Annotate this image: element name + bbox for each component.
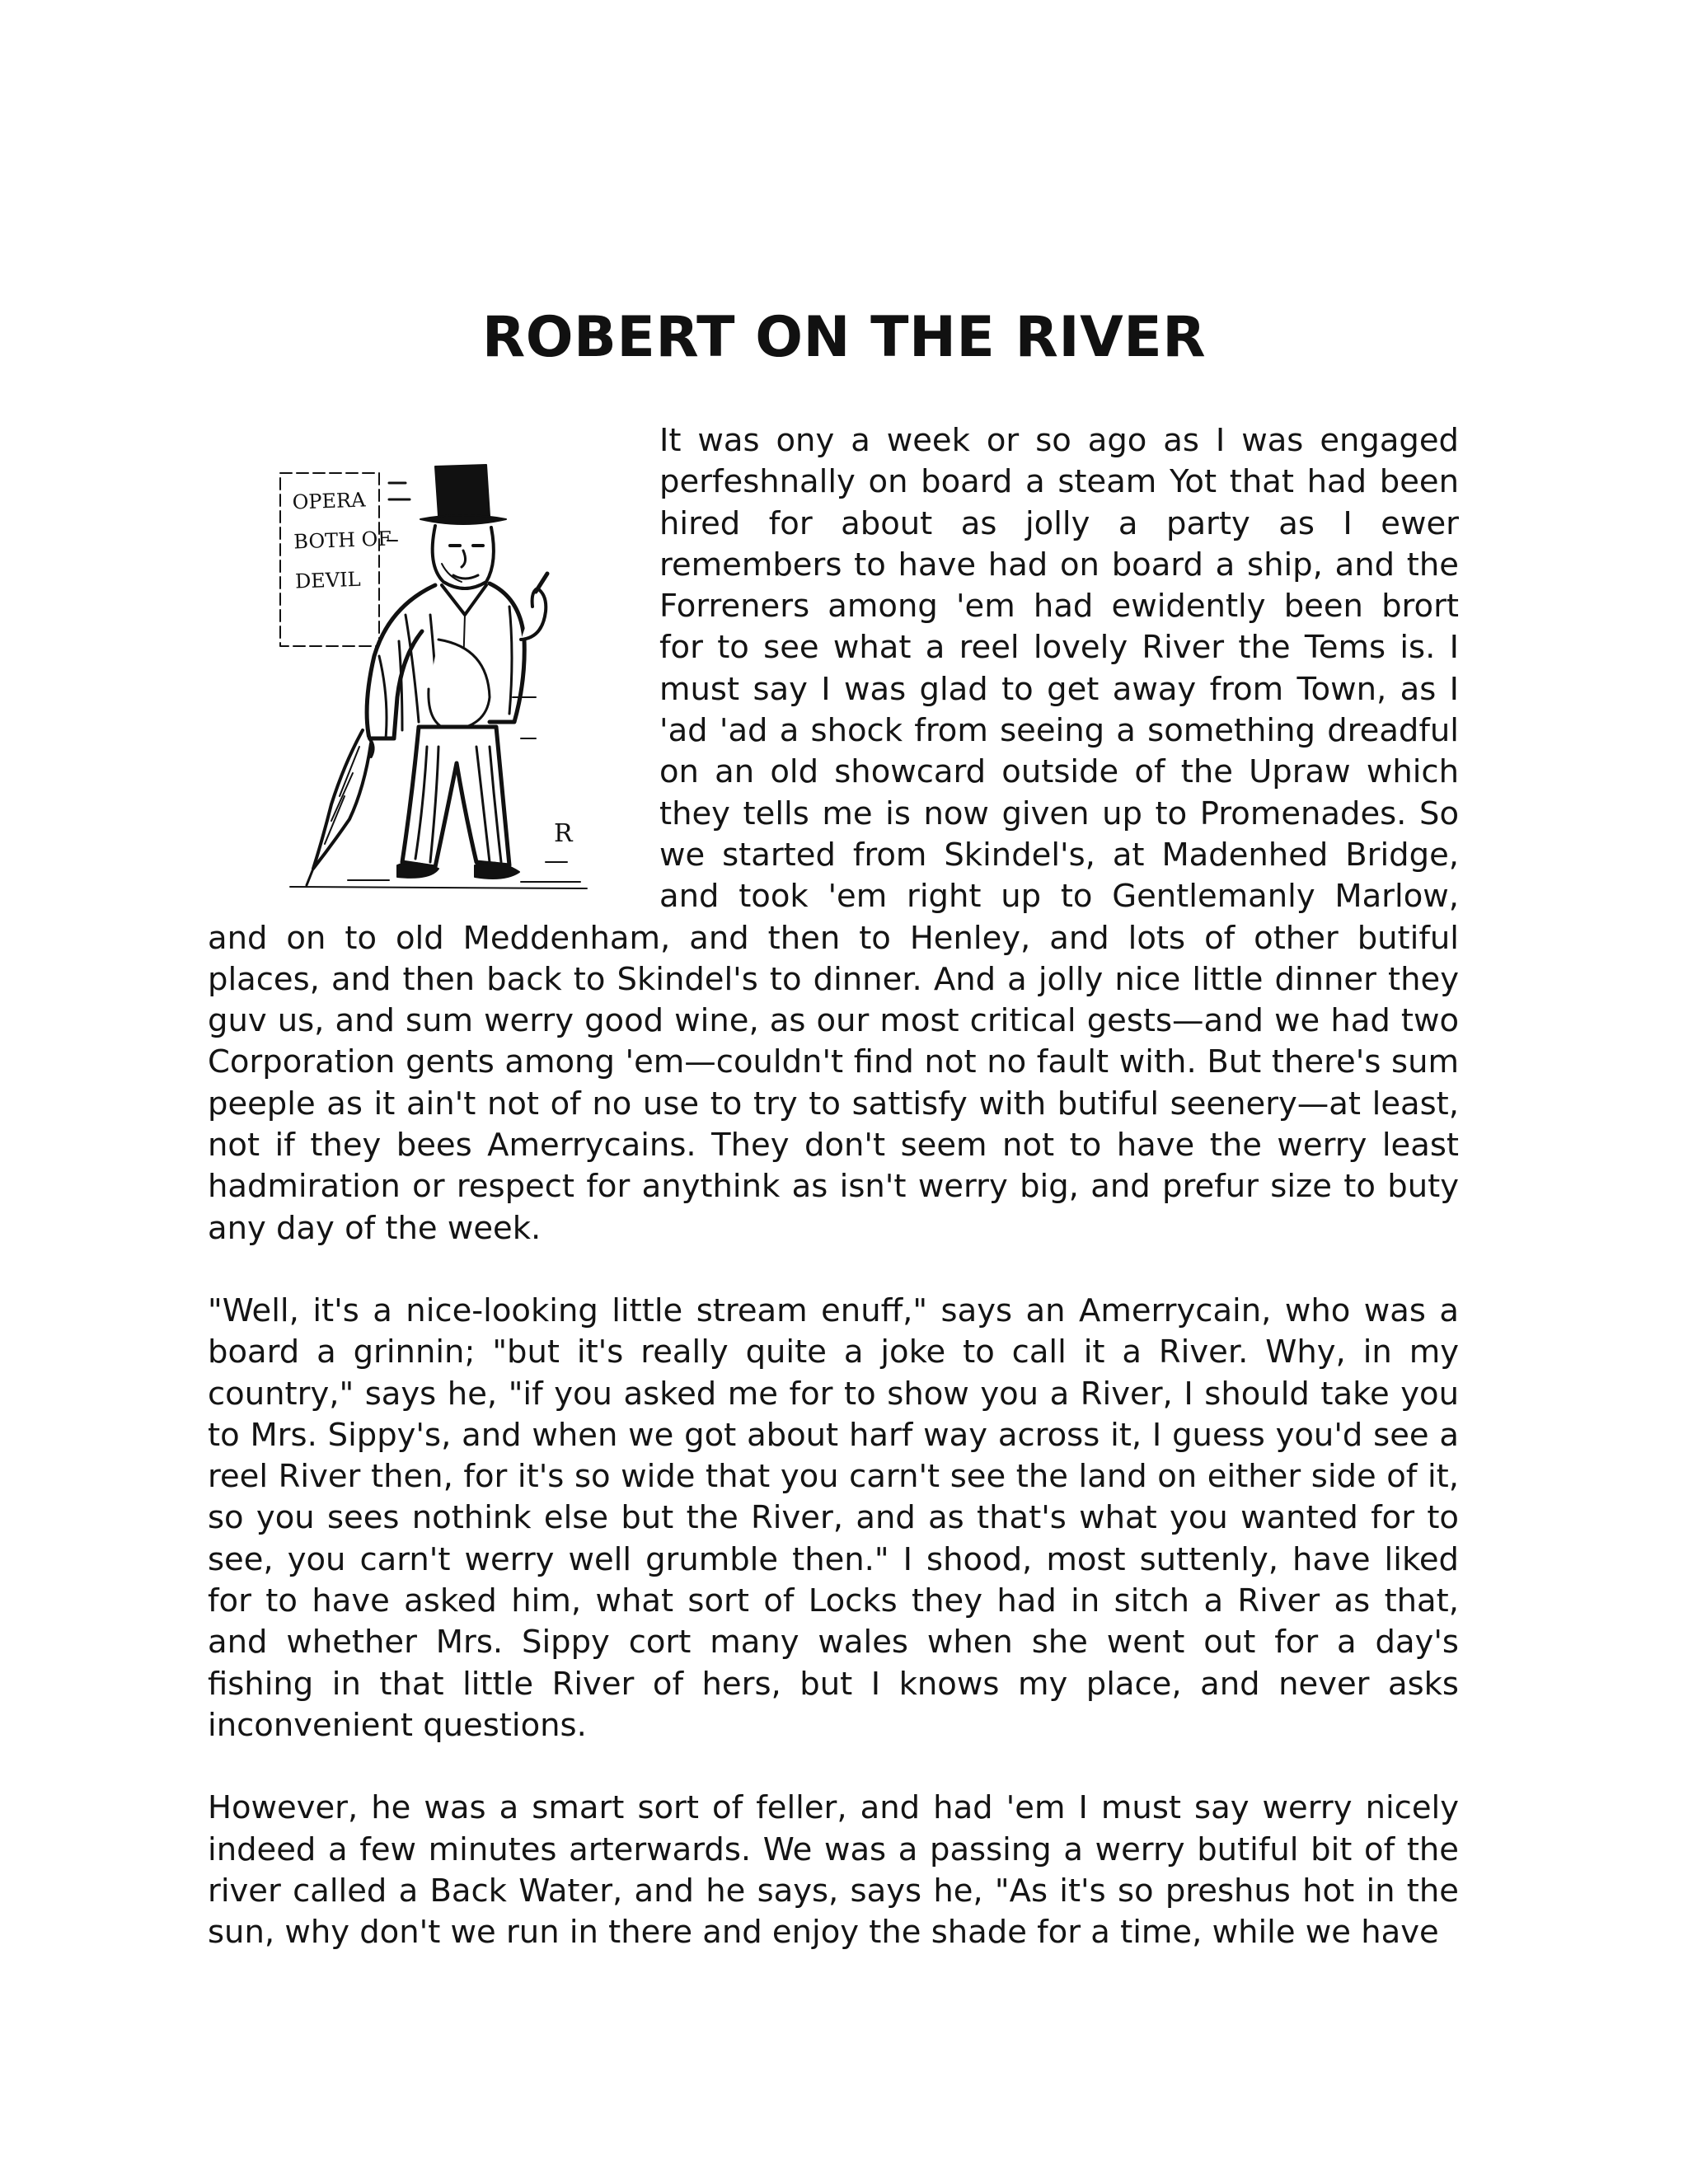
- umbrella: [313, 730, 371, 869]
- raised-hand: [521, 588, 546, 640]
- shoe-right: [475, 862, 519, 879]
- illustration-icon: [274, 450, 603, 895]
- article-body: [208, 420, 1459, 1994]
- page-title: ROBERT ON THE RIVER: [481, 305, 1207, 370]
- top-hat: [435, 465, 490, 516]
- paragraph-1: It was ony a week or so ago as I was engaged perfeshnally on board a steam Yot that had been hired for about as jolly a party as I ewer remembers to have had on board a ship, and the Forreners among 'em had ewidently been brort for to see what a reel lovely River the Tems is. I must say I was glad to get away from Town, as I 'ad 'ad a shock from seeing a something dreadful on an old showcard outside of the Upraw which they tells me is now given up to Promenades. So we started from Skindel's, at Madenhed Bridge, and took 'em right up to Gentlemanly Marlow, and on to old Meddenham, and then to Henley, and lots of other butiful places, and then back to Skindel's to dinner. And a jolly nice little dinner they guv us, and sum werry good wine, as our most critical gests—and we had two Corporation gents among 'em—couldn't find not no fault with. But there's sum peeple as it ain't not of no use to try to sattisfy with butiful seenery—at least, not if they bees Amerrycains. They don't seem not to have the werry least hadmiration or respect for anythink as isn't werry big, and prefur size to buty any day of the week.: [208, 422, 1459, 1247]
- waistcoat: [429, 640, 490, 730]
- paragraph-2: "Well, it's a nice-looking little stream enuff," says an Amerrycain, who was a board a grinnin; "but it's really quite a joke to call it a River. Why, in my country," says he, "if you asked me for to show you a River, I should take you to Mrs. Sippy's, and when we got about harf way across it, I guess you'd see a reel River then, for it's so wide that you carn't see the land on either side of it, so you sees nothink else but the River, and as that's what you wanted for to see, you carn't werry well grumble then." I shood, most suttenly, have liked for to have asked him, what sort of Locks they had in sitch a River as that, and whether Mrs. Sippy cort many wales when she went out for a day's fishing in that little River of hers, but I knows my place, and never asks inconvenient questions.: [208, 1291, 1459, 1744]
- illustration-drawing: [274, 450, 603, 895]
- paragraph-3: However, he was a smart sort of feller, and had 'em I must say werry nicely indeed a few minutes arterwards. We was a passing a werry butiful bit of the river called a Back Water, and he says, says he, "As it's so preshus hot in the sun, why don't we run in there and enjoy the shade for a time, while we have: [208, 1789, 1459, 1952]
- illustration-signature: R: [554, 819, 573, 848]
- poster-text: OPERABOTH OFDEVIL: [292, 488, 392, 593]
- coat-right: [490, 583, 524, 722]
